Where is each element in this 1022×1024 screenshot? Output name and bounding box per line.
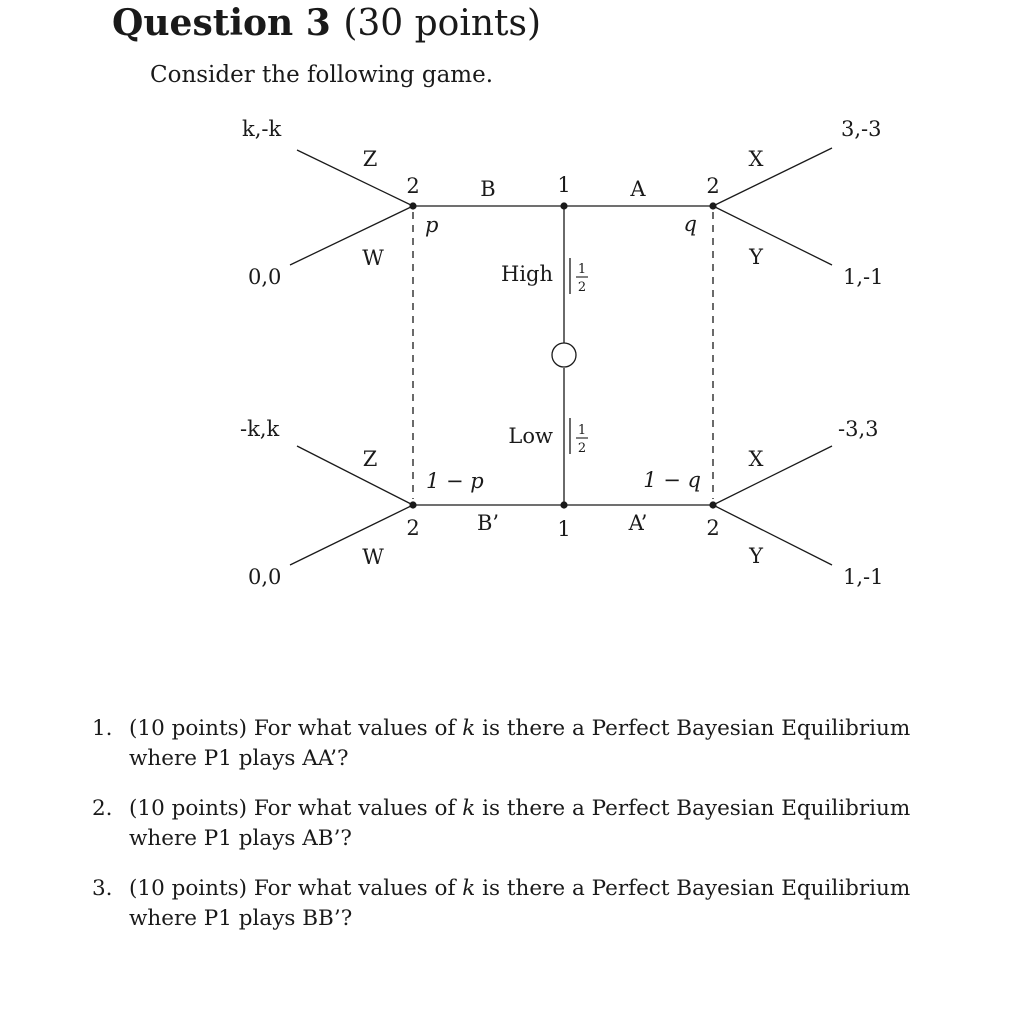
- question-item-3: [92, 874, 952, 934]
- action-label-w-top: W: [362, 246, 384, 270]
- question-heading: [112, 2, 541, 44]
- question-suffix: is there a Perfect Bayesian Equilibrium where P1 plays BB’?: [129, 876, 911, 931]
- p2-node-bottom-left: [409, 501, 416, 508]
- question-variable: k: [462, 876, 476, 901]
- action-label-a-prime: A’: [628, 511, 648, 535]
- edge-left-top-z: [297, 150, 413, 206]
- payoff-right-top-up: 3,-3: [841, 117, 882, 141]
- action-label-w-bottom: W: [362, 545, 384, 569]
- prob-low-numerator: 1: [577, 423, 587, 438]
- question-number: 3.: [92, 876, 113, 901]
- p2-node-top-left: [409, 202, 416, 209]
- payoff-left-bottom-down: 0,0: [248, 565, 282, 589]
- edge-left-top-w: [290, 206, 413, 265]
- action-label-x-top: X: [748, 147, 764, 171]
- question-prefix: For what values of: [253, 876, 456, 901]
- player-label-p1-top: 1: [557, 173, 571, 197]
- action-label-y-top: Y: [749, 245, 763, 269]
- question-prefix: For what values of: [253, 716, 456, 741]
- payoff-left-bottom-up: -k,k: [240, 417, 280, 441]
- question-intro: Consider the following game.: [150, 62, 494, 88]
- question-variable: k: [462, 716, 476, 741]
- question-list: [92, 714, 952, 954]
- action-label-z-bottom: Z: [362, 447, 378, 471]
- player-label-p2-bottom-left: 2: [406, 516, 420, 540]
- player-label-p1-bottom: 1: [557, 517, 571, 541]
- p1-node-bottom: [560, 501, 567, 508]
- payoff-right-bottom-up: -3,3: [838, 417, 879, 441]
- question-number: 2.: [92, 796, 113, 821]
- player-label-p2-bottom-right: 2: [706, 516, 720, 540]
- nature-node: [552, 343, 576, 367]
- action-label-a: A: [630, 177, 646, 201]
- edge-left-bottom-w: [290, 505, 413, 565]
- question-prefix: For what values of: [253, 796, 456, 821]
- question-points-label: (10 points): [129, 876, 248, 901]
- prob-low-denominator: 2: [577, 441, 587, 456]
- edge-left-bottom-z: [297, 446, 413, 505]
- question-suffix: is there a Perfect Bayesian Equilibrium where P1 plays AA’?: [129, 716, 911, 771]
- question-points-label: (10 points): [129, 796, 248, 821]
- game-tree-diagram: [0, 100, 1022, 600]
- prob-high-denominator: 2: [577, 280, 587, 295]
- action-label-b-prime: B’: [476, 511, 500, 535]
- payoff-left-top-down: 0,0: [248, 265, 282, 289]
- payoff-right-bottom-down: 1,-1: [843, 565, 884, 589]
- edge-right-bottom-y: [713, 505, 832, 565]
- p1-node-top: [560, 202, 567, 209]
- edge-right-top-x: [713, 148, 832, 206]
- payoff-left-top-up: k,-k: [242, 117, 282, 141]
- player-label-p2-top-right: 2: [706, 174, 720, 198]
- question-number: 1.: [92, 716, 113, 741]
- action-label-x-bottom: X: [748, 447, 764, 471]
- edge-right-top-y: [713, 206, 832, 265]
- question-suffix: is there a Perfect Bayesian Equilibrium where P1 plays AB’?: [129, 796, 911, 851]
- question-item-2: [92, 794, 952, 854]
- prob-high-numerator: 1: [577, 262, 587, 277]
- action-label-z-top: Z: [362, 147, 378, 171]
- action-label-y-bottom: Y: [749, 544, 763, 568]
- belief-q: q: [683, 212, 697, 236]
- question-item-1: [92, 714, 952, 774]
- payoff-right-top-down: 1,-1: [843, 265, 884, 289]
- question-variable: k: [462, 796, 476, 821]
- question-points: (30 points): [343, 3, 542, 44]
- p2-node-top-right: [709, 202, 716, 209]
- belief-one-minus-q: 1 − q: [643, 468, 701, 492]
- prob-label-high: High: [501, 262, 553, 286]
- belief-one-minus-p: 1 − p: [426, 469, 484, 493]
- question-title: Question 3: [112, 2, 331, 44]
- action-label-b: B: [480, 177, 496, 201]
- player-label-p2-top-left: 2: [406, 174, 420, 198]
- question-points-label: (10 points): [129, 716, 248, 741]
- belief-p: p: [425, 213, 439, 237]
- prob-label-low: Low: [508, 424, 553, 448]
- edge-right-bottom-x: [713, 446, 832, 505]
- p2-node-bottom-right: [709, 501, 716, 508]
